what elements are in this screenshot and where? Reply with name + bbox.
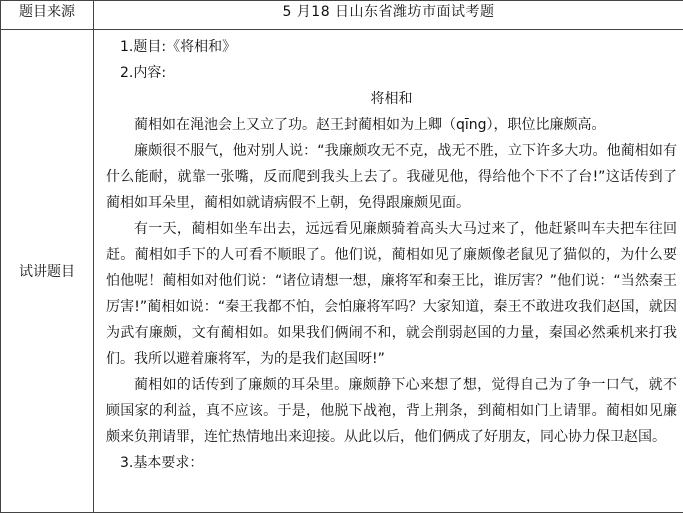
paragraph: 有一天，蔺相如坐车出去，远远看见廉颇骑着高头大马过来了，他赶紧叫车夫把车往回赶。蔺相如手下的人可看不顺眼了。他们说，蔺相如见了廉颇像老鼠见了猫似的，为什么要怕他呢！蔺相如对他们说：“诸位请想一想，廉将军和秦王比，谁厉害？”他们说：“当然秦王厉害!”蔺相如说：“秦王我都不怕，会怕廉将军吗？大家知道，秦王不敢进攻我们赵国，就因为武有廉颇，文有蔺相如。如果我们俩闹不和，就会削弱赵国的力量，秦国必然乘机来打我们。我所以避着廉将军，为的是我们赵国呀!” xyxy=(106,216,677,372)
item-content-label: 2.内容: xyxy=(120,60,677,86)
item-requirements: 3.基本要求： xyxy=(120,450,677,476)
paragraph: 蔺相如在渑池会上又立了功。赵王封蔺相如为上卿（qīng），职位比廉颇高。 xyxy=(106,112,677,138)
content-row xyxy=(1,30,683,513)
item-title: 1.题目:《将相和》 xyxy=(120,34,677,60)
source-value: 5 月18 日山东省潍坊市面试考题 xyxy=(94,1,683,30)
header-row xyxy=(1,1,683,30)
paragraph: 廉颇很不服气，他对别人说：“我廉颇攻无不克，战无不胜，立下许多大功。他蔺相如有什么能耐，就靠一张嘴，反而爬到我头上去了。我碰见他，得给他个下不了台!”这话传到了蔺相如耳朵里，蔺相如就请病假不上朝，免得跟廉颇见面。 xyxy=(106,138,677,216)
paragraph: 蔺相如的话传到了廉颇的耳朵里。廉颇静下心来想了想，觉得自己为了争一口气，就不顾国家的利益，真不应该。于是，他脱下战袍，背上荆条，到蔺相如门上请罪。蔺相如见廉颇来负荆请罪，连忙热情地出来迎接。从此以后，他们俩成了好朋友，同心协力保卫赵国。 xyxy=(106,372,677,450)
source-label: 题目来源 xyxy=(1,1,94,30)
content-cell xyxy=(94,30,683,513)
content-body xyxy=(94,30,683,476)
row-label: 试讲题目 xyxy=(1,30,94,513)
text-title: 将相和 xyxy=(106,86,677,112)
